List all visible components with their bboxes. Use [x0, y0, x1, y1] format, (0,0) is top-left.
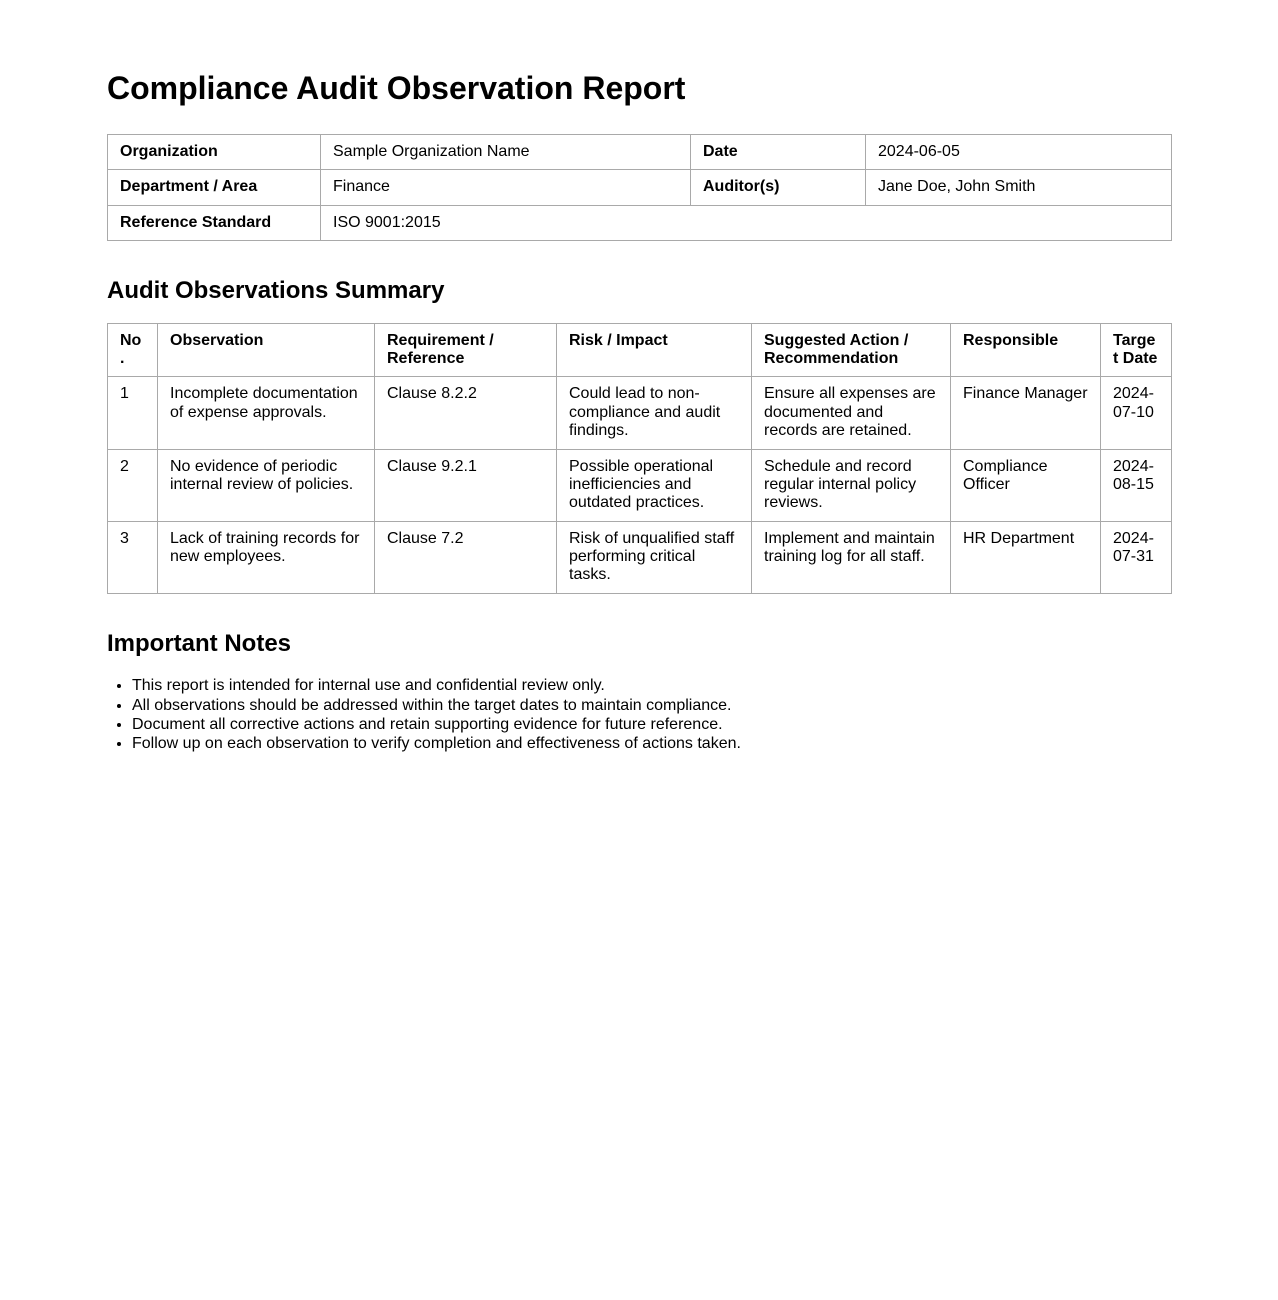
- meta-label-department: Department / Area: [108, 170, 321, 205]
- observations-column-header: No.: [108, 323, 158, 377]
- obs-cell-risk: Could lead to non-compliance and audit findings.: [557, 377, 752, 449]
- observation-row: [108, 377, 1172, 449]
- observation-row: [108, 449, 1172, 521]
- meta-row-reference-standard: [108, 205, 1172, 240]
- obs-cell-target-date: 2024-07-10: [1101, 377, 1172, 449]
- section-heading-notes: Important Notes: [107, 629, 292, 657]
- report-meta-table: [107, 134, 1172, 241]
- meta-value-reference-standard: ISO 9001:2015: [321, 205, 1172, 240]
- obs-cell-requirement: Clause 7.2: [375, 521, 557, 593]
- obs-cell-target-date: 2024-07-31: [1101, 521, 1172, 593]
- meta-value-date: 2024-06-05: [866, 134, 1172, 169]
- obs-cell-observation: No evidence of periodic internal review of policies.: [158, 449, 375, 521]
- observations-column-header: Observation: [158, 323, 375, 377]
- obs-cell-requirement: Clause 8.2.2: [375, 377, 557, 449]
- obs-cell-risk: Risk of unqualified staff performing critical tasks.: [557, 521, 752, 593]
- obs-cell-number: 1: [108, 377, 158, 449]
- observations-column-header: Suggested Action / Recommendation: [752, 323, 951, 377]
- important-notes-list: [107, 677, 1171, 753]
- observations-column-header: Responsible: [951, 323, 1101, 377]
- meta-label-date: Date: [691, 134, 866, 169]
- obs-cell-number: 2: [108, 449, 158, 521]
- meta-label-organization: Organization: [108, 134, 321, 169]
- meta-value-auditors: Jane Doe, John Smith: [866, 170, 1172, 205]
- obs-cell-requirement: Clause 9.2.1: [375, 449, 557, 521]
- observation-row: [108, 521, 1172, 593]
- meta-value-organization: Sample Organization Name: [321, 134, 691, 169]
- observations-header-row: [108, 323, 1172, 377]
- section-heading-observations: Audit Observations Summary: [107, 276, 445, 304]
- observations-table-body: [108, 377, 1172, 594]
- page-title: Compliance Audit Observation Report: [107, 70, 686, 106]
- meta-label-reference-standard: Reference Standard: [108, 205, 321, 240]
- observations-column-header: Requirement / Reference: [375, 323, 557, 377]
- note-item: • All observations should be addressed within the target dates to maintain compliance.: [132, 697, 1171, 715]
- obs-cell-responsible: Compliance Officer: [951, 449, 1101, 521]
- note-item: • Follow up on each observation to verify completion and effectiveness of actions taken.: [132, 735, 1171, 753]
- obs-cell-risk: Possible operational inefficiencies and outdated practices.: [557, 449, 752, 521]
- obs-cell-suggested-action: Ensure all expenses are documented and records are retained.: [752, 377, 951, 449]
- obs-cell-target-date: 2024-08-15: [1101, 449, 1172, 521]
- meta-label-auditors: Auditor(s): [691, 170, 866, 205]
- observations-table: [107, 323, 1172, 594]
- meta-row-department-auditors: [108, 170, 1172, 205]
- obs-cell-responsible: Finance Manager: [951, 377, 1101, 449]
- obs-cell-responsible: HR Department: [951, 521, 1101, 593]
- observations-column-header: Target Date: [1101, 323, 1172, 377]
- obs-cell-observation: Incomplete documentation of expense approvals.: [158, 377, 375, 449]
- obs-cell-number: 3: [108, 521, 158, 593]
- meta-row-organization-date: [108, 134, 1172, 169]
- meta-value-department: Finance: [321, 170, 691, 205]
- obs-cell-suggested-action: Implement and maintain training log for all staff.: [752, 521, 951, 593]
- obs-cell-observation: Lack of training records for new employees.: [158, 521, 375, 593]
- observations-column-header: Risk / Impact: [557, 323, 752, 377]
- note-item: • This report is intended for internal use and confidential review only.: [132, 677, 1171, 695]
- obs-cell-suggested-action: Schedule and record regular internal policy reviews.: [752, 449, 951, 521]
- note-item: • Document all corrective actions and retain supporting evidence for future reference.: [132, 716, 1171, 734]
